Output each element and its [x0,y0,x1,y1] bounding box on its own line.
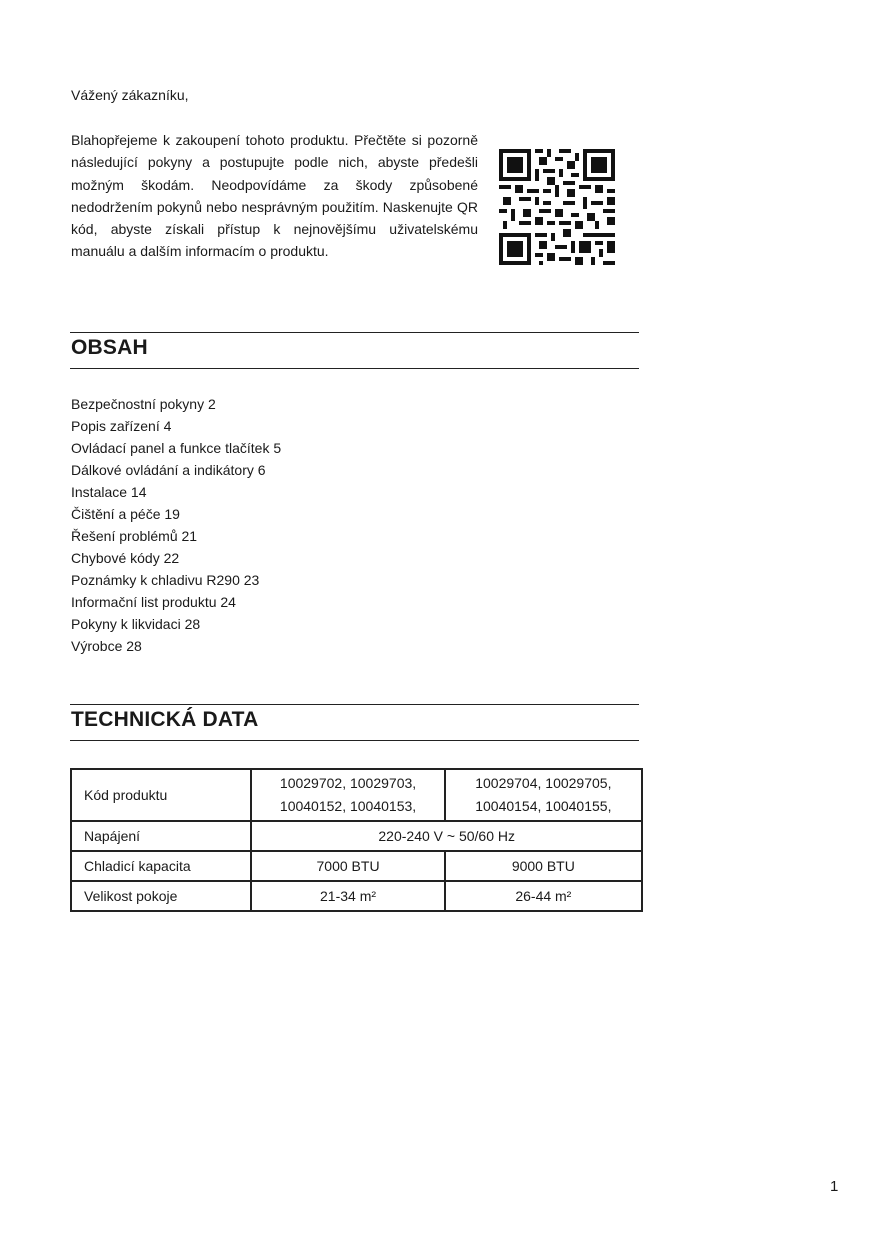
room-size-7000: 21-34 m² [251,881,444,911]
intro-paragraph: Blahopřejeme k zakoupení tohoto produktu. Přečtěte si pozorně následující pokyny a postupujte podle nich, abyste předešli možným škodám. Neodpovídáme za škody způsobené nedodržením pokynů nebo nesprávným použitím. Naskenujte QR kód, abyste získali přístup k nejnovějšímu uživatelskému manuálu a dalším informacím o produktu. [71,132,478,260]
toc-item[interactable]: Bezpečnostní pokyny 2 [71,396,216,412]
technical-data-table [70,768,643,912]
power-value: 220-240 V ~ 50/60 Hz [251,821,642,851]
table-row [71,851,642,881]
toc-item[interactable]: Ovládací panel a funkce tlačítek 5 [71,440,282,456]
toc-item[interactable]: Dálkové ovládání a indikátory 6 [71,462,266,478]
product-code-line: 10040152, 10040153, [279,798,417,814]
table-row [71,769,642,821]
page-number: 1 [830,1178,839,1195]
cooling-capacity-7000: 7000 BTU [251,851,444,881]
toc-item[interactable]: Informační list produktu 24 [71,594,236,610]
table-row [71,821,642,851]
product-code-line: 10040154, 10040155, [475,798,612,814]
room-size-9000: 26-44 m² [445,881,642,911]
toc-item[interactable]: Chybové kódy 22 [71,550,180,566]
contents-title: OBSAH [71,336,148,359]
cooling-capacity-label: Chladicí kapacita [71,851,251,881]
technical-title: TECHNICKÁ DATA [71,708,259,731]
power-label: Napájení [71,821,251,851]
greeting: Vážený zákazníku, [71,87,189,103]
toc-item[interactable]: Pokyny k likvidaci 28 [71,616,201,632]
product-codes-9000 [445,769,642,821]
room-size-label: Velikost pokoje [71,881,251,911]
technical-bottom-rule [70,740,639,741]
product-code-line: 10029702, 10029703, [279,775,417,791]
toc-item[interactable]: Čištění a péče 19 [71,506,180,522]
contents-bottom-rule [70,368,639,369]
product-codes-7000 [251,769,444,821]
table-of-contents [71,393,281,657]
product-code-line: 10029704, 10029705, [475,775,612,791]
toc-item[interactable]: Popis zařízení 4 [71,418,172,434]
toc-item[interactable]: Poznámky k chladivu R290 23 [71,572,260,588]
contents-top-rule [70,332,639,333]
toc-item[interactable]: Instalace 14 [71,484,147,500]
technical-top-rule [70,704,639,705]
cooling-capacity-9000: 9000 BTU [445,851,642,881]
toc-item[interactable]: Výrobce 28 [71,638,142,654]
qr-code-icon[interactable] [495,145,619,269]
table-row [71,881,642,911]
toc-item[interactable]: Řešení problémů 21 [71,528,198,544]
product-code-label: Kód produktu [71,769,251,821]
